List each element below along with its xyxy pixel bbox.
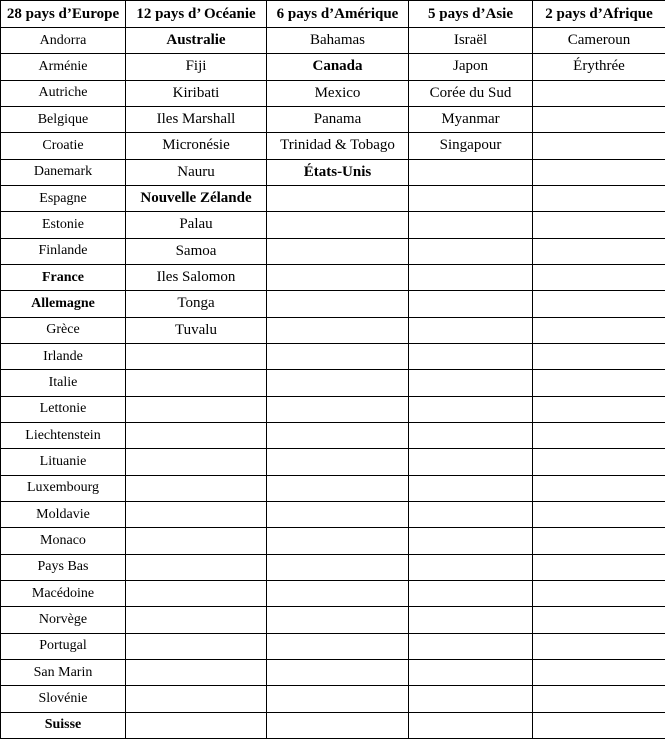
cell-europe: Moldavie <box>1 501 126 527</box>
cell-asia <box>409 659 533 685</box>
cell-africa <box>533 317 665 343</box>
cell-america: Bahamas <box>267 28 409 54</box>
cell-oceania: Palau <box>126 212 267 238</box>
table-row <box>1 238 665 264</box>
table-row <box>1 396 665 422</box>
cell-asia <box>409 291 533 317</box>
table-row <box>1 212 665 238</box>
cell-america <box>267 396 409 422</box>
cell-africa <box>533 475 665 501</box>
cell-asia <box>409 633 533 659</box>
cell-europe: Arménie <box>1 54 126 80</box>
cell-america <box>267 317 409 343</box>
cell-africa <box>533 370 665 396</box>
cell-america <box>267 686 409 712</box>
cell-oceania <box>126 554 267 580</box>
cell-asia <box>409 264 533 290</box>
cell-asia <box>409 607 533 633</box>
header-america: 6 pays d’Amérique <box>267 1 409 28</box>
cell-america <box>267 212 409 238</box>
cell-africa <box>533 528 665 554</box>
cell-oceania: Tuvalu <box>126 317 267 343</box>
cell-africa <box>533 238 665 264</box>
cell-asia <box>409 449 533 475</box>
cell-asia <box>409 580 533 606</box>
cell-oceania <box>126 712 267 738</box>
cell-europe: Italie <box>1 370 126 396</box>
cell-america: Mexico <box>267 80 409 106</box>
cell-africa <box>533 185 665 211</box>
cell-oceania: Iles Marshall <box>126 106 267 132</box>
cell-europe: Lituanie <box>1 449 126 475</box>
cell-asia <box>409 159 533 185</box>
cell-europe: Liechtenstein <box>1 422 126 448</box>
cell-america <box>267 712 409 738</box>
cell-america <box>267 501 409 527</box>
cell-africa <box>533 396 665 422</box>
cell-asia: Singapour <box>409 133 533 159</box>
cell-america <box>267 291 409 317</box>
cell-europe: Allemagne <box>1 291 126 317</box>
cell-america <box>267 343 409 369</box>
cell-america <box>267 422 409 448</box>
cell-europe: Monaco <box>1 528 126 554</box>
cell-oceania: Nouvelle Zélande <box>126 185 267 211</box>
table-row <box>1 159 665 185</box>
cell-america <box>267 185 409 211</box>
table-row <box>1 317 665 343</box>
cell-africa <box>533 686 665 712</box>
table-row <box>1 28 665 54</box>
cell-africa <box>533 343 665 369</box>
cell-africa <box>533 422 665 448</box>
table-row <box>1 501 665 527</box>
table-row <box>1 659 665 685</box>
table-row <box>1 607 665 633</box>
cell-asia <box>409 343 533 369</box>
cell-asia <box>409 396 533 422</box>
header-asia: 5 pays d’Asie <box>409 1 533 28</box>
cell-oceania <box>126 501 267 527</box>
cell-europe: Luxembourg <box>1 475 126 501</box>
cell-europe: Macédoine <box>1 580 126 606</box>
cell-oceania <box>126 659 267 685</box>
cell-america <box>267 554 409 580</box>
cell-asia <box>409 501 533 527</box>
cell-africa <box>533 712 665 738</box>
cell-africa <box>533 580 665 606</box>
cell-america <box>267 238 409 264</box>
header-africa: 2 pays d’Afrique <box>533 1 665 28</box>
cell-europe: Danemark <box>1 159 126 185</box>
cell-europe: Croatie <box>1 133 126 159</box>
cell-asia <box>409 686 533 712</box>
cell-europe: Espagne <box>1 185 126 211</box>
cell-europe: Pays Bas <box>1 554 126 580</box>
cell-oceania: Tonga <box>126 291 267 317</box>
cell-africa <box>533 264 665 290</box>
cell-oceania: Kiribati <box>126 80 267 106</box>
cell-america <box>267 475 409 501</box>
cell-america <box>267 449 409 475</box>
cell-asia: Corée du Sud <box>409 80 533 106</box>
cell-asia: Israël <box>409 28 533 54</box>
cell-oceania <box>126 449 267 475</box>
cell-africa <box>533 607 665 633</box>
cell-europe: Irlande <box>1 343 126 369</box>
cell-africa <box>533 133 665 159</box>
cell-asia: Myanmar <box>409 106 533 132</box>
cell-africa: Érythrée <box>533 54 665 80</box>
table-row <box>1 133 665 159</box>
cell-africa <box>533 501 665 527</box>
cell-europe: Lettonie <box>1 396 126 422</box>
cell-oceania: Micronésie <box>126 133 267 159</box>
cell-oceania: Nauru <box>126 159 267 185</box>
cell-america: États-Unis <box>267 159 409 185</box>
cell-oceania <box>126 528 267 554</box>
cell-europe: Autriche <box>1 80 126 106</box>
cell-oceania <box>126 633 267 659</box>
cell-europe: Grèce <box>1 317 126 343</box>
table-row <box>1 712 665 738</box>
cell-oceania <box>126 343 267 369</box>
table-row <box>1 422 665 448</box>
cell-asia <box>409 370 533 396</box>
cell-asia <box>409 238 533 264</box>
cell-europe: Suisse <box>1 712 126 738</box>
table-row <box>1 475 665 501</box>
cell-oceania <box>126 580 267 606</box>
table-row <box>1 633 665 659</box>
cell-europe: Finlande <box>1 238 126 264</box>
cell-africa <box>533 449 665 475</box>
cell-oceania: Australie <box>126 28 267 54</box>
cell-europe: Andorra <box>1 28 126 54</box>
cell-asia <box>409 554 533 580</box>
table-row <box>1 528 665 554</box>
cell-asia <box>409 528 533 554</box>
cell-africa <box>533 554 665 580</box>
table-row <box>1 580 665 606</box>
cell-europe: San Marin <box>1 659 126 685</box>
cell-asia <box>409 212 533 238</box>
cell-oceania <box>126 686 267 712</box>
cell-oceania <box>126 475 267 501</box>
cell-america <box>267 633 409 659</box>
cell-oceania <box>126 422 267 448</box>
cell-america <box>267 370 409 396</box>
cell-africa <box>533 291 665 317</box>
cell-europe: Portugal <box>1 633 126 659</box>
cell-asia <box>409 475 533 501</box>
cell-oceania <box>126 607 267 633</box>
cell-america <box>267 580 409 606</box>
cell-africa <box>533 106 665 132</box>
cell-europe: France <box>1 264 126 290</box>
table-row <box>1 54 665 80</box>
cell-oceania: Iles Salomon <box>126 264 267 290</box>
cell-europe: Norvège <box>1 607 126 633</box>
table-row <box>1 80 665 106</box>
cell-asia <box>409 317 533 343</box>
cell-europe: Belgique <box>1 106 126 132</box>
cell-oceania: Samoa <box>126 238 267 264</box>
cell-oceania: Fiji <box>126 54 267 80</box>
cell-europe: Estonie <box>1 212 126 238</box>
cell-africa <box>533 159 665 185</box>
table-row <box>1 291 665 317</box>
table-row <box>1 686 665 712</box>
cell-africa: Cameroun <box>533 28 665 54</box>
cell-asia <box>409 185 533 211</box>
cell-asia <box>409 712 533 738</box>
cell-europe: Slovénie <box>1 686 126 712</box>
cell-asia <box>409 422 533 448</box>
cell-america <box>267 264 409 290</box>
table-row <box>1 185 665 211</box>
table-body <box>1 28 665 739</box>
cell-america: Panama <box>267 106 409 132</box>
cell-america <box>267 607 409 633</box>
cell-oceania <box>126 370 267 396</box>
table-row <box>1 264 665 290</box>
cell-asia: Japon <box>409 54 533 80</box>
cell-africa <box>533 80 665 106</box>
header-europe: 28 pays d’Europe <box>1 1 126 28</box>
cell-oceania <box>126 396 267 422</box>
cell-africa <box>533 633 665 659</box>
header-oceania: 12 pays d’ Océanie <box>126 1 267 28</box>
table-row <box>1 554 665 580</box>
cell-africa <box>533 212 665 238</box>
cell-africa <box>533 659 665 685</box>
table-row <box>1 106 665 132</box>
cell-america <box>267 659 409 685</box>
cell-america: Canada <box>267 54 409 80</box>
table-row <box>1 370 665 396</box>
table-row <box>1 449 665 475</box>
cell-america <box>267 528 409 554</box>
table-row <box>1 343 665 369</box>
header-row <box>1 1 665 28</box>
cell-america: Trinidad & Tobago <box>267 133 409 159</box>
